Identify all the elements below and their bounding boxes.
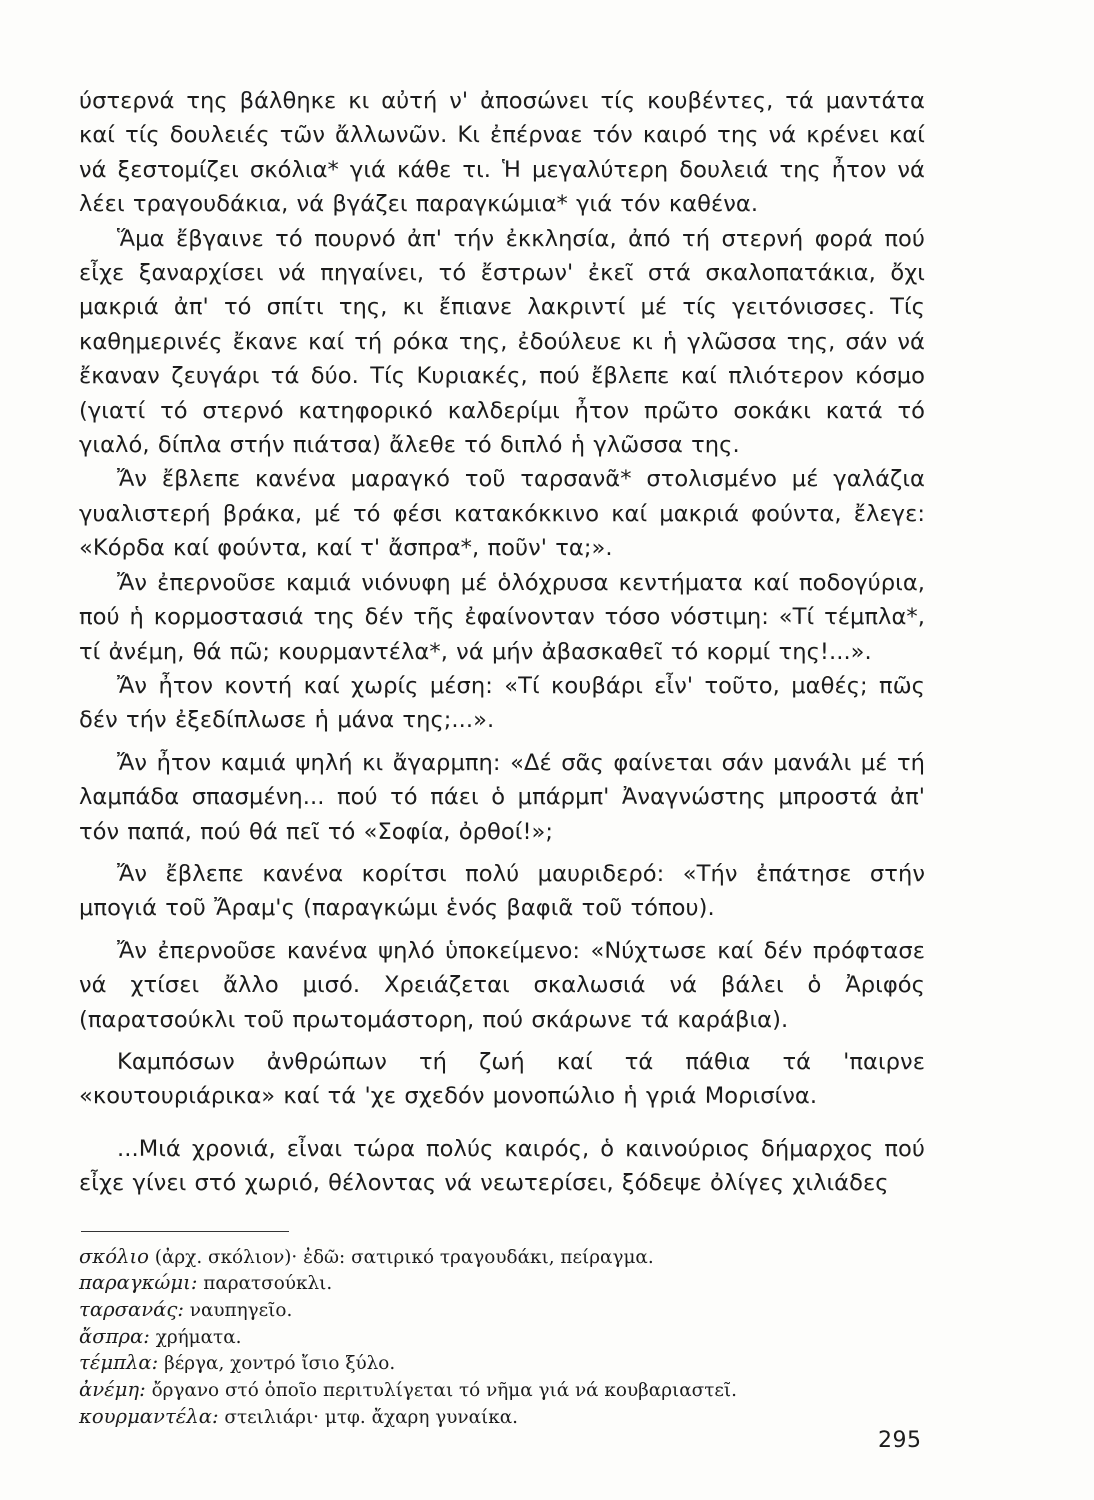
footnote-definition: (ἀρχ. σκόλιον)· ἐδῶ: σατιρικό τραγουδάκι, πείραγμα.	[148, 1246, 654, 1268]
footnote-divider	[81, 1231, 289, 1232]
footnote-term: παραγκώμι:	[79, 1271, 198, 1295]
footnote	[79, 1350, 925, 1377]
paragraph-8: Ἄν ἐπερνοῦσε κανένα ψηλό ὑποκείμενο: «Νύχτωσε καί δέν πρόφτασε νά χτίσει ἄλλο μισό. Χρειάζεται σκαλωσιά νά βάλει ὁ Ἀριφός (παρατσούκλι τοῦ πρωτομάστορη, πού σκάρωνε τά καράβια).	[79, 937, 925, 1033]
paragraph-5: Ἄν ἦτον κοντή καί χωρίς μέση: «Τί κουβάρι εἶν' τοῦτο, μαθές; πῶς δέν τήν ἐξεδίπλωσε ἡ μάνα της;...».	[79, 672, 925, 734]
footnote-definition: ναυπηγεῖο.	[183, 1300, 293, 1321]
paragraph-10: ...Μιά χρονιά, εἶναι τώρα πολύς καιρός, ὁ καινούριος δήμαρχος πού εἶχε γίνει στό χωριό, θέλοντας νά νεωτερίσει, ξόδεψε ὀλίγες χιλιάδες	[79, 1135, 925, 1197]
footnote	[79, 1270, 925, 1297]
paragraph-7: Ἄν ἔβλεπε κανένα κορίτσι πολύ μαυριδερό: «Τήν ἐπάτησε στήν μπογιά τοῦ Ἄραμ'ς (παραγκώμι ἑνός βαφιᾶ τοῦ τόπου).	[79, 860, 925, 922]
footnote-definition: παρατσούκλι.	[197, 1273, 333, 1295]
footnote-definition: βέργα, χοντρό ἴσιο ξύλο.	[158, 1353, 396, 1375]
footnote	[79, 1377, 925, 1404]
footnote	[79, 1297, 925, 1324]
footnote-definition: ὄργανο στό ὁποῖο περιτυλίγεται τό νῆμα γιά νά κουβαριαστεῖ.	[145, 1380, 737, 1402]
footnotes	[79, 1244, 925, 1431]
footnote	[79, 1404, 925, 1431]
paragraph-3: Ἄν ἔβλεπε κανένα μαραγκό τοῦ ταρσανᾶ* στολισμένο μέ γαλάζια γυαλιστερή βράκα, μέ τό φέσι κατακόκκινο καί μακριά φούντα, ἔλεγε: «Κόρδα καί φούντα, καί τ' ἄσπρα*, ποῦν' τα;».	[79, 466, 925, 562]
footnote-definition: στειλιάρι· μτφ. ἄχαρη γυναίκα.	[218, 1406, 518, 1428]
footnote-term: σκόλιο	[79, 1244, 149, 1268]
paragraph-9: Καμπόσων ἀνθρώπων τή ζωή καί τά πάθια τά 'παιρνε «κουτουριάρικα» καί τά 'χε σχεδόν μονοπώλιο ἡ γριά Μορισίνα.	[79, 1048, 925, 1110]
footnote-term: ἄσπρα:	[79, 1324, 150, 1348]
paragraph-1: ύστερνά της βάλθηκε κι αὐτή ν' ἀποσώνει τίς κουβέντες, τά μαντάτα καί τίς δουλειές τῶν ἄλλωνῶν. Κι ἐπέρναε τόν καιρό της νά κρένει καί νά ξεστομίζει σκόλια* γιά κάθε τι. Ἡ μεγαλύτερη δουλειά της ἦτον νά λέει τραγουδάκια, νά βγάζει παραγκώμια* γιά τόν καθένα.	[79, 88, 925, 218]
footnote-term: τέμπλα:	[79, 1351, 159, 1375]
page-number: 295	[878, 1428, 922, 1453]
footnote	[79, 1244, 925, 1271]
footnote	[79, 1324, 925, 1351]
footnote-definition: χρήματα.	[149, 1326, 242, 1348]
footnote-term: κουρμαντέλα:	[79, 1404, 219, 1428]
paragraph-4: Ἄν ἐπερνοῦσε καμιά νιόνυφη μέ ὁλόχρυσα κεντήματα καί ποδογύρια, πού ἡ κορμοστασιά της δέν τῆς ἐφαίνονταν τόσο νόστιμη: «Τί τέμπλα*, τί ἀνέμη, θά πῶ; κουρμαντέλα*, νά μήν ἀβασκαθεῖ τό κορμί της!...».	[79, 569, 925, 665]
paragraph-2: Ἅμα ἔβγαινε τό πουρνό ἀπ' τήν ἐκκλησία, ἀπό τή στερνή φορά πού εἶχε ξαναρχίσει νά πηγαίνει, τό ἔστρων' ἐκεῖ στά σκαλοπατάκια, ὄχι μακριά ἀπ' τό σπίτι της, κι ἔπιανε λακριντί μέ τίς γειτόνισσες. Τίς καθημερινές ἔκανε καί τή ρόκα της, ἐδούλευε κι ἡ γλῶσσα της, σάν νά ἔκαναν ζευγάρι τά δύο. Τίς Κυριακές, πού ἔβλεπε καί πλιότερον κόσμο (γιατί τό στερνό κατηφορικό καλδερίμι ἦτον πρῶτο σοκάκι κατά τό γιαλό, δίπλα στήν πιάτσα) ἄλεθε τό διπλό ἡ γλῶσσα της.	[79, 225, 925, 459]
paragraph-6: Ἄν ἦτον καμιά ψηλή κι ἄγαρμπη: «Δέ σᾶς φαίνεται σάν μανάλι μέ τή λαμπάδα σπασμένη... πού τό πάει ὁ μπάρμπ' Ἀναγνώστης μπροστά ἀπ' τόν παπά, πού θά πεῖ τό «Σοφία, ὀρθοί!»;	[79, 749, 925, 845]
footnote-term: ταρσανάς:	[79, 1298, 184, 1321]
footnote-term: ἀνέμη:	[79, 1378, 146, 1402]
page-body	[79, 84, 925, 1431]
